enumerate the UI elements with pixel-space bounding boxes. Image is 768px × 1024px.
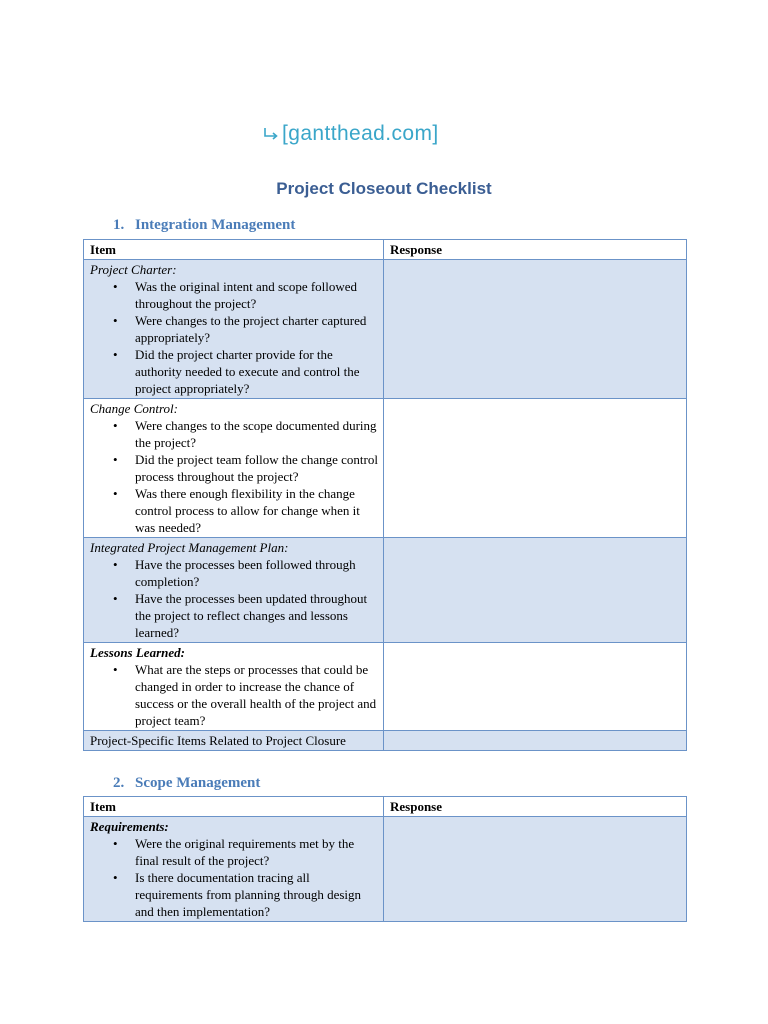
section-title: Scope Management xyxy=(135,775,261,791)
item-cell xyxy=(84,643,384,731)
scope-management-table xyxy=(83,796,687,922)
list-item: • Was there enough flexibility in the change control process to allow for change when it was needed? xyxy=(135,485,378,536)
table-row-project-closure xyxy=(84,731,687,751)
response-cell[interactable] xyxy=(384,817,687,922)
list-item: • Is there documentation tracing all requirements from planning through design and then implementation? xyxy=(135,869,378,920)
item-cell xyxy=(84,538,384,643)
column-header-response: Response xyxy=(384,240,687,260)
column-header-item: Item xyxy=(84,797,384,817)
section-number: 2. xyxy=(113,775,125,791)
section-heading-integration xyxy=(113,217,295,234)
table-row-project-charter xyxy=(84,260,687,399)
table-header-row xyxy=(84,797,687,817)
list-item: • Have the processes been followed through completion? xyxy=(135,556,378,590)
table-header-row xyxy=(84,240,687,260)
item-cell xyxy=(84,731,384,751)
row-title: Project-Specific Items Related to Project Closure xyxy=(90,733,346,748)
list-item: • Did the project charter provide for the authority needed to execute and control the project appropriately? xyxy=(135,346,378,397)
table-row-change-control xyxy=(84,399,687,538)
list-item: • Have the processes been updated throughout the project to reflect changes and lessons learned? xyxy=(135,590,378,641)
row-title: Integrated Project Management Plan: xyxy=(90,540,289,555)
list-item: • Was the original intent and scope followed throughout the project? xyxy=(135,278,378,312)
section-number: 1. xyxy=(113,217,125,233)
table-row-integrated-plan xyxy=(84,538,687,643)
row-title: Project Charter: xyxy=(90,262,177,277)
bullet-list xyxy=(90,278,378,397)
column-header-item: Item xyxy=(84,240,384,260)
logo-text: [gantthead.com] xyxy=(282,122,439,145)
list-item: • Were changes to the project charter captured appropriately? xyxy=(135,312,378,346)
section-title: Integration Management xyxy=(135,217,296,233)
item-cell xyxy=(84,260,384,399)
return-arrow-icon xyxy=(262,125,280,143)
integration-management-table xyxy=(83,239,687,751)
row-title: Lessons Learned: xyxy=(90,645,185,660)
response-cell[interactable] xyxy=(384,538,687,643)
bullet-list xyxy=(90,835,378,920)
response-cell[interactable] xyxy=(384,643,687,731)
response-cell[interactable] xyxy=(384,731,687,751)
gantthead-logo xyxy=(262,119,439,149)
table-row-lessons-learned xyxy=(84,643,687,731)
page-title: Project Closeout Checklist xyxy=(276,179,492,198)
response-cell[interactable] xyxy=(384,260,687,399)
list-item: • Were the original requirements met by the final result of the project? xyxy=(135,835,378,869)
column-header-response: Response xyxy=(384,797,687,817)
table-row-requirements xyxy=(84,817,687,922)
item-cell xyxy=(84,399,384,538)
section-heading-scope xyxy=(113,775,260,792)
list-item: • Did the project team follow the change control process throughout the project? xyxy=(135,451,378,485)
bullet-list xyxy=(90,556,378,641)
bullet-list xyxy=(90,417,378,536)
list-item: • Were changes to the scope documented during the project? xyxy=(135,417,378,451)
row-title: Change Control: xyxy=(90,401,178,416)
bullet-list xyxy=(90,661,378,729)
row-title: Requirements: xyxy=(90,819,169,834)
response-cell[interactable] xyxy=(384,399,687,538)
item-cell xyxy=(84,817,384,922)
list-item: • What are the steps or processes that could be changed in order to increase the chance of success or the overall health of the project and project team? xyxy=(135,661,378,729)
